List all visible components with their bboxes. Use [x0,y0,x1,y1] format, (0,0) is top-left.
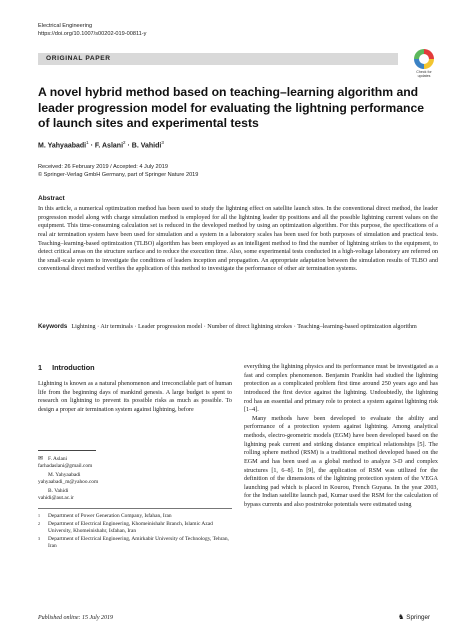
affiliation-text: Department of Electrical Engineering, Khomeinishahr Branch, Islamic Azad University, Khomeinishahr, Isfahan, Iran [48,521,213,534]
publisher-name: Springer [406,614,431,621]
check-updates-icon [414,49,434,69]
journal-header [38,22,146,38]
keywords-text: Lightning · Air terminals · Leader progression model · Number of direct lightning strokes · Teaching–learning-based optimization algorithm [71,324,417,330]
affiliation [38,513,232,520]
affiliation-text: Department of Electrical Engineering, Amirkabir University of Technology, Tehran, Iran [48,536,229,549]
author-contact [38,488,232,501]
article-history [38,164,198,179]
envelope-icon: ✉ [38,456,44,462]
contact-email[interactable]: yahyaabadi_m@yahoo.com [38,478,99,485]
affiliation [38,521,232,534]
abstract-heading: Abstract [38,195,65,202]
section-heading [38,363,95,372]
check-for-updates-button[interactable] [410,49,438,78]
intro-paragraph: everything the lightning physics and its performance must be investigated as a fast and complex phenomenon. Benjamin Franklin had studied the lightning protection as a complicated problem first time around 250 years ago and has introduced the first device against the lightning. Undoubtedly, the lightning rod has an essential and primary role to protect a system against lightning risk [1–4]. [244,364,438,414]
intro-column-right [244,363,438,510]
author-list: M. Yahyaabadi$^1$ · F. Aslani$^2$ · B. Vahidi$^3$ [38,140,164,150]
footnotes [38,456,232,550]
author-contact [38,456,232,469]
author-affiliation-mark: 2 [123,140,126,145]
affiliation-mark: 3 [38,536,40,542]
author-name[interactable]: B. Vahidi [131,142,162,150]
intro-paragraph: Many methods have been developed to evaluate the ability and performance of a protection system against lightning. Among analytical methods, electro-geometric models (EGM) have been developed based on the lightning peak current and striking distance empirical relationships [5]. The rolling sphere method (RSM) is a traditional method developed based on the EGM and has been used as a global method to analyze 3-D and complex structures [1, 6–8]. In [9], the application of RSM was utilized for the definition of the dimensions of the lightning protection system of the VEGA launching pad which is placed in Kourou, French Guyana. In the year 2003, for the Indian satellite launch pad, Kumar used the RSM for the calculation of bypass currents and also postrstroke potentials were estimated using [244,415,438,508]
author-affiliation-mark: 3 [161,140,164,145]
affiliation-text: Department of Power Generation Company, Isfahan, Iran [48,512,172,519]
keywords [38,323,438,332]
author-name[interactable]: F. Aslani [94,142,124,150]
copyright-notice: © Springer-Verlag GmbH Germany, part of Springer Nature 2019 [38,171,199,178]
affiliation-divider [38,508,232,509]
affiliation [38,536,232,549]
section-number: 1 [38,363,43,372]
journal-name: Electrical Engineering [38,23,93,29]
doi-link[interactable]: https://doi.org/10.1007/s00202-019-00811-y [38,31,147,37]
intro-paragraph-left: Lightning is known as a natural phenomenon and irreconcilable part of human life from the beginning days of mankind genesis. A large budget is spent to research on lightning to prevent its possible risks as much as possible. To design a proper air termination system against lightning, before [38,381,232,413]
check-updates-label: Check for updates [416,70,432,79]
contact-name: M. Yahyaabadi [48,472,81,479]
affiliation-mark: 1 [38,512,40,518]
published-online: Published online: 15 July 2019 [38,615,113,621]
footnote-divider [38,450,96,451]
author-name[interactable]: M. Yahyaabadi [38,142,87,150]
received-accepted-dates: Received: 26 February 2019 / Accepted: 4 July 2019 [38,164,168,170]
article-title: A novel hybrid method based on teaching–learning algorithm and leader progression model for evaluating the lightning performance of launch sites and experimental tests [38,85,425,130]
section-title: Introduction [52,363,95,372]
keywords-label: Keywords [38,323,68,330]
publisher-logo [398,613,430,621]
contact-name: F. Aslani [48,456,68,462]
author-contact [38,472,232,485]
contact-email[interactable]: farhadaslani@gmail.com [38,462,93,469]
article-type-bar: ORIGINAL PAPER [38,53,398,65]
contact-name: B. Vahidi [48,488,69,495]
abstract-text: In this article, a numerical optimization method has been used to study the lightning effect on satellite launch sites. In the conventional direct method, the leader progression model along with charge simulation method is employed for all the lightning leader tip positions and all the possible lightning current values on the equipment. This time-consuming calculation set is reduced in the developed method by using an optimization algorithm. For this purpose, the specifications of a real air termination system have been used for simulation and a system in a laboratory scales has been used for both purposes of simulation and practical tests. Teaching–learning-based optimization (TLBO) algorithm has been employed as an intelligent method to find the number of lightning strikes to the equipment, to detect critical areas on the structure surface and to reduce the execution time. Also, some experimental tests conducted in a high-voltage laboratory are referred on the small-scale system to investigate the conditions of leaders inception and propagation. An appropriate adaptation between the simulation results of TLBO and conventional direct method verifies the application of this method to investigate the performance of other air termination systems. [38,206,438,273]
springer-horse-icon: ♞ [398,614,405,621]
author-affiliation-mark: 1 [86,140,89,145]
affiliation-mark: 2 [38,521,40,527]
contact-email[interactable]: vahidi@aut.ac.ir [38,494,74,501]
